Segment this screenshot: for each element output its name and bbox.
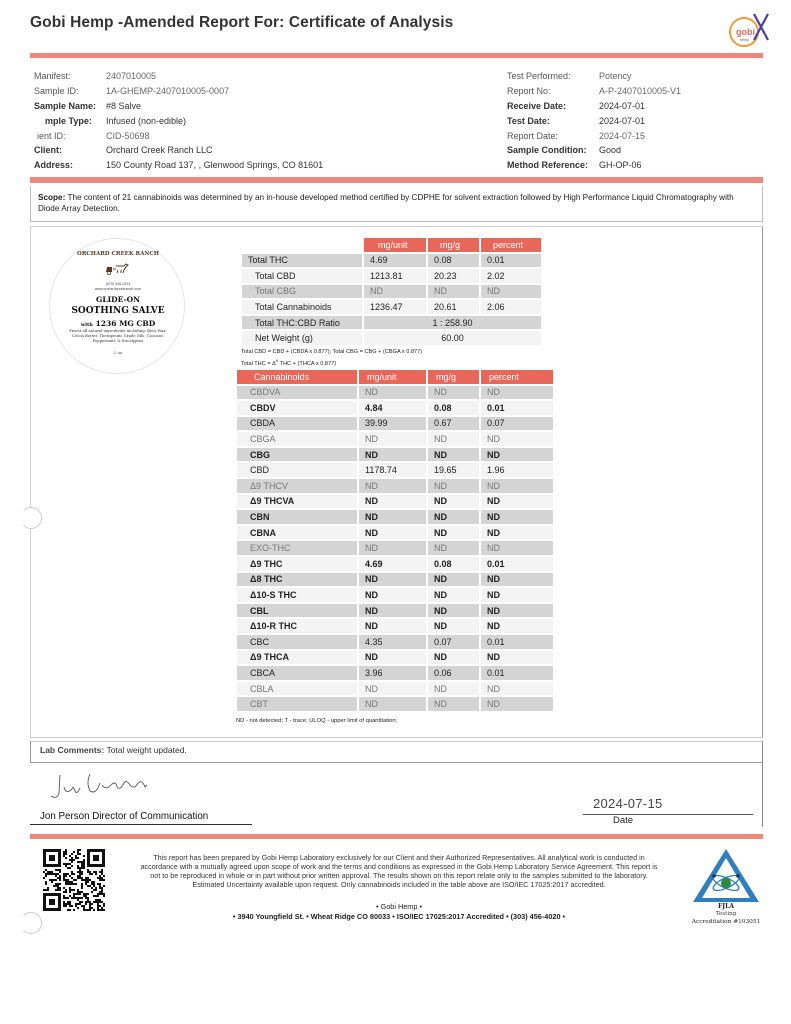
summary-mg-unit: ND (364, 285, 426, 299)
summary-header-mg-g: mg/g (428, 238, 479, 252)
cannabinoid-mg-g: ND (428, 619, 479, 633)
report-no-row (507, 84, 681, 99)
cannabinoid-mg-unit: ND (359, 432, 426, 446)
summary-percent: 0.01 (481, 254, 541, 268)
info-value: GH-OP-06 (599, 160, 642, 171)
cannabinoid-percent: ND (481, 604, 553, 618)
sample-info-left (34, 69, 323, 173)
product-line2: SOOTHING SALVE (71, 306, 165, 316)
info-value: 150 County Road 137, , Glenwood Springs, CO 81601 (106, 160, 324, 171)
cannabinoid-mg-g: ND (428, 479, 479, 493)
cannabinoid-percent: ND (481, 573, 553, 587)
table-row (237, 417, 553, 431)
address-row (34, 158, 323, 173)
product-line1: GLIDE-ON (95, 295, 141, 304)
cannabinoid-percent: 0.07 (481, 417, 553, 431)
cannabinoid-mg-unit: ND (359, 448, 426, 462)
info-label: Method Reference: (507, 160, 589, 171)
qr-code-icon (41, 847, 107, 913)
info-value: 2024-07-15 (599, 130, 646, 141)
summary-percent: 2.06 (481, 300, 541, 314)
info-value: Potency (599, 71, 632, 82)
summary-row (242, 254, 541, 268)
footer-band (30, 834, 763, 839)
info-label: Sample Condition: (507, 145, 587, 156)
cannabinoid-mg-unit: ND (359, 510, 426, 524)
info-label: Client: (34, 145, 62, 156)
disclaimer-text: This report has been prepared by Gobi Hemp Laboratory exclusively for our Client and their Authorized Representatives. All analytical work is conducted in accordance with a mutually agreed upon scope of work and the terms and conditions as expressed in the Gobi Hemp Laboratory Service Agreement. This report is not to be reproduced in whole or in part without prior written approval. The results shown on this report relate only to the samples submitted to the laboratory. Estimated Uncertainty available upon request. Only cannabinoids included in the table above are ISO/IEC 17025:2017 accredited. (140, 853, 658, 889)
cannabinoid-mg-unit: ND (359, 619, 426, 633)
horse-cart-icon (104, 261, 132, 275)
cannabinoid-mg-unit: ND (359, 479, 426, 493)
cannabinoid-name: CBD (237, 463, 357, 477)
client-id-row (34, 128, 323, 143)
product-label-image (49, 238, 185, 374)
info-value: A-P-2407010005-V1 (599, 86, 682, 97)
table-row (237, 697, 553, 711)
info-label: ient ID: (37, 130, 66, 141)
info-value: Good (599, 145, 622, 156)
gobi-hemp-logo-icon (724, 10, 770, 50)
info-label: Report No: (507, 86, 551, 97)
formula-line-2-sup: 9 (275, 358, 279, 363)
cannabinoid-mg-g: ND (428, 588, 479, 602)
cannabinoid-percent: 1.96 (481, 463, 553, 477)
table-row (237, 666, 553, 680)
info-value: CID-50698 (106, 130, 150, 141)
date-label: Date (613, 815, 634, 826)
cannabinoid-name: Δ9 THCA (237, 651, 357, 665)
net-weight-label: Net Weight (g) (242, 331, 362, 345)
info-label: Sample ID: (34, 86, 79, 97)
method-reference-row (507, 158, 681, 173)
summary-name: Total Cannabinoids (242, 300, 362, 314)
cannabinoid-percent: ND (481, 479, 553, 493)
cannabinoid-percent: ND (481, 448, 553, 462)
fjla-sub: Testing (715, 911, 737, 917)
cannabinoid-mg-g: ND (428, 495, 479, 509)
cannabinoid-name: CBNA (237, 526, 357, 540)
cannabinoid-mg-g: ND (428, 386, 479, 400)
signature-line (30, 824, 252, 825)
cannabinoid-header-name: Cannabinoids (237, 370, 357, 384)
manifest-row (34, 69, 323, 84)
table-row (237, 401, 553, 415)
product-url: www.orchardcreekranch.com (94, 287, 142, 291)
cannabinoid-mg-unit: 4.35 (359, 635, 426, 649)
cannabinoid-name: CBGA (237, 432, 357, 446)
info-label: Report Date: (507, 130, 559, 141)
date-line (583, 814, 753, 815)
cannabinoid-mg-g: 0.08 (428, 557, 479, 571)
cannabinoid-header-row (237, 370, 553, 384)
table-row (237, 588, 553, 602)
scope-band (30, 177, 763, 183)
cannabinoid-name: CBG (237, 448, 357, 462)
comments-label: Lab Comments: (40, 745, 105, 755)
info-value: 2024-07-01 (599, 115, 646, 126)
cannabinoid-name: CBLA (237, 682, 357, 696)
formula-line-2 (241, 358, 336, 367)
cannabinoid-table (235, 368, 555, 713)
report-date-row (507, 128, 681, 143)
signature-date: 2024-07-15 (593, 796, 663, 811)
comments-text: Total weight updated. (106, 745, 187, 755)
cannabinoid-percent: ND (481, 697, 553, 711)
summary-percent: 2.02 (481, 269, 541, 283)
summary-mg-unit: 1213.81 (364, 269, 426, 283)
formula-line-2-post: THC + (THCA x 0.877) (278, 360, 337, 367)
cannabinoid-name: CBDV (237, 401, 357, 415)
fjla-accreditation: Accreditation #103051 (691, 919, 761, 925)
cannabinoid-name: CBCA (237, 666, 357, 680)
cannabinoid-percent: ND (481, 495, 553, 509)
info-value: 2407010005 (106, 71, 157, 82)
sample-id-row (34, 84, 323, 99)
summary-row (242, 300, 541, 314)
cannabinoid-mg-g: 19.65 (428, 463, 479, 477)
summary-header-percent: percent (481, 238, 541, 252)
punch-hole-mark (20, 507, 42, 529)
fjla-name: FJLA (718, 903, 734, 910)
info-label: Sample Name: (34, 100, 97, 111)
cannabinoid-percent: ND (481, 526, 553, 540)
cannabinoid-header-percent: percent (481, 370, 553, 384)
info-label: Test Date: (507, 115, 550, 126)
cannabinoid-mg-unit: 4.69 (359, 557, 426, 571)
table-row (237, 619, 553, 633)
signature-icon (46, 769, 156, 809)
cannabinoid-mg-g: ND (428, 432, 479, 446)
logo-text: gobi (736, 27, 755, 37)
table-row (237, 557, 553, 571)
cannabinoid-name: CBT (237, 697, 357, 711)
summary-row (242, 285, 541, 299)
cannabinoid-mg-g: ND (428, 651, 479, 665)
net-weight-value: 60.00 (364, 331, 541, 345)
summary-row (242, 269, 541, 283)
cannabinoid-name: Δ9 THC (237, 557, 357, 571)
sample-info-right (507, 69, 681, 173)
table-row (237, 479, 553, 493)
cannabinoid-percent: 0.01 (481, 666, 553, 680)
info-label: Address: (34, 160, 74, 171)
cannabinoid-mg-g: ND (428, 682, 479, 696)
cannabinoid-header-mg-unit: mg/unit (359, 370, 426, 384)
cannabinoid-name: CBDVA (237, 386, 357, 400)
product-size: 2 oz (113, 350, 123, 355)
summary-mg-g: 20.61 (428, 300, 479, 314)
cannabinoid-mg-g: ND (428, 697, 479, 711)
cannabinoid-mg-g: 0.06 (428, 666, 479, 680)
info-value: Orchard Creek Ranch LLC (106, 145, 213, 156)
cannabinoid-mg-unit: ND (359, 541, 426, 555)
cannabinoid-name: Δ10-R THC (237, 619, 357, 633)
summary-name: Total CBD (242, 269, 362, 283)
sample-type-row (34, 113, 323, 128)
table-row (237, 510, 553, 524)
info-value: Infused (non-edible) (106, 115, 187, 126)
scope-label: Scope: (38, 193, 66, 202)
table-row (237, 604, 553, 618)
net-weight-row (242, 331, 541, 345)
table-row (237, 463, 553, 477)
cannabinoid-mg-unit: 39.99 (359, 417, 426, 431)
signer-name: Jon Person Director of Communication (40, 811, 209, 822)
summary-mg-g: 20.23 (428, 269, 479, 283)
table-row (237, 448, 553, 462)
receive-date-row (507, 99, 681, 114)
formula-line-1: Total CBD = CBD + (CBDA x 0.877); Total CBG = CBG + (CBGA x 0.877) (241, 349, 423, 355)
product-line3 (50, 319, 186, 328)
product-phone: (970) 945-2224 (105, 282, 131, 286)
summary-mg-g: ND (428, 285, 479, 299)
cannabinoid-mg-g: 0.08 (428, 401, 479, 415)
cannabinoid-percent: ND (481, 541, 553, 555)
cannabinoid-mg-unit: ND (359, 495, 426, 509)
cannabinoid-name: Δ9 THCVA (237, 495, 357, 509)
scope-description: The content of 21 cannabinoids was determined by an in-house developed method certified by CDPHE for solvent extraction followed by High Performance Liquid Chromatography with Diode Array Detection. (38, 193, 734, 213)
cannabinoid-name: CBDA (237, 417, 357, 431)
cannabinoid-percent: 0.01 (481, 401, 553, 415)
ratio-label: Total THC:CBD Ratio (242, 316, 362, 330)
summary-name: Total CBG (242, 285, 362, 299)
cannabinoid-mg-g: ND (428, 573, 479, 587)
cannabinoid-mg-unit: ND (359, 604, 426, 618)
company-name: • Gobi Hemp • (375, 902, 423, 911)
test-performed-row (507, 69, 681, 84)
cannabinoid-mg-unit: 3.96 (359, 666, 426, 680)
cannabinoid-name: Δ10-S THC (237, 588, 357, 602)
summary-header-blank (242, 238, 362, 252)
summary-mg-unit: 4.69 (364, 254, 426, 268)
formula-line-2-pre: Total THC = Δ (241, 360, 276, 367)
cannabinoid-name: Δ8 THC (237, 573, 357, 587)
info-label: Manifest: (34, 71, 71, 82)
cannabinoid-name: CBL (237, 604, 357, 618)
summary-table (240, 236, 543, 347)
table-row (237, 495, 553, 509)
cannabinoid-percent: ND (481, 510, 553, 524)
cannabinoid-mg-unit: ND (359, 573, 426, 587)
header-band (30, 53, 763, 58)
table-row (237, 386, 553, 400)
table-row (237, 432, 553, 446)
product-line3-main: 1236 MG CBD (95, 319, 156, 328)
sample-condition-row (507, 143, 681, 158)
logo-sub-text: hemp (740, 38, 749, 42)
cannabinoid-mg-unit: ND (359, 526, 426, 540)
cannabinoid-mg-unit: 4.84 (359, 401, 426, 415)
fjla-accreditation-logo-icon (690, 846, 762, 904)
table-row (237, 526, 553, 540)
table-row (237, 682, 553, 696)
summary-mg-unit: 1236.47 (364, 300, 426, 314)
summary-mg-g: 0.08 (428, 254, 479, 268)
footnote: ND - not detected; T - trace; ULOQ - upper limit of quantitation; (236, 718, 398, 724)
product-brand: ORCHARD CREEK RANCH (77, 251, 159, 257)
info-value: 2024-07-01 (599, 100, 646, 111)
cannabinoid-mg-unit: ND (359, 588, 426, 602)
cannabinoid-percent: ND (481, 432, 553, 446)
cannabinoid-mg-unit: ND (359, 386, 426, 400)
cannabinoid-percent: 0.01 (481, 635, 553, 649)
info-value: 1A-GHEMP-2407010005-0007 (106, 86, 230, 97)
cannabinoid-mg-g: 0.07 (428, 635, 479, 649)
product-line3-small: with (80, 322, 93, 328)
cannabinoid-mg-g: ND (428, 541, 479, 555)
scope-text (38, 192, 738, 214)
cannabinoid-name: CBC (237, 635, 357, 649)
cannabinoid-mg-unit: ND (359, 697, 426, 711)
ratio-value: 1 : 258.90 (364, 316, 541, 330)
summary-header-mg-unit: mg/unit (364, 238, 426, 252)
cannabinoid-percent: ND (481, 619, 553, 633)
table-row (237, 651, 553, 665)
cannabinoid-percent: 0.01 (481, 557, 553, 571)
cannabinoid-percent: ND (481, 651, 553, 665)
lab-comments (40, 745, 187, 755)
cannabinoid-mg-g: ND (428, 526, 479, 540)
cannabinoid-mg-g: 0.67 (428, 417, 479, 431)
cannabinoid-percent: ND (481, 588, 553, 602)
table-row (237, 541, 553, 555)
test-date-row (507, 113, 681, 128)
cannabinoid-mg-g: ND (428, 604, 479, 618)
sample-name-row (34, 99, 323, 114)
cannabinoid-mg-g: ND (428, 448, 479, 462)
cannabinoid-mg-unit: ND (359, 651, 426, 665)
company-address: • 3940 Youngfield St. • Wheat Ridge CO 80033 • ISO/IEC 17025:2017 Accredited • (303) 456-4020 • (232, 912, 566, 921)
cannabinoid-header-mg-g: mg/g (428, 370, 479, 384)
cannabinoid-rows (237, 386, 553, 711)
summary-name: Total THC (242, 254, 362, 268)
cannabinoid-name: CBN (237, 510, 357, 524)
table-row (237, 635, 553, 649)
info-value: #8 Salve (106, 100, 142, 111)
table-row (237, 573, 553, 587)
summary-header-row (242, 238, 541, 252)
cannabinoid-mg-unit: 1178.74 (359, 463, 426, 477)
cannabinoid-mg-unit: ND (359, 682, 426, 696)
client-row (34, 143, 323, 158)
summary-percent: ND (481, 285, 541, 299)
cannabinoid-percent: ND (481, 682, 553, 696)
product-description: Finest all natural ingredients including: Bees Wax, Cocoa Butter, Therapeutic Grade Oils: Coconut, Peppermint, & Eucalyptus (69, 328, 167, 343)
punch-hole-mark (20, 912, 42, 934)
info-label: Receive Date: (507, 100, 567, 111)
info-label: Test Performed: (507, 71, 571, 82)
signature-box-edge (760, 741, 763, 827)
cannabinoid-name: EXO-THC (237, 541, 357, 555)
report-title: Gobi Hemp -Amended Report For: Certificate of Analysis (30, 14, 454, 31)
info-label: mple Type: (45, 115, 92, 126)
ratio-row (242, 316, 541, 330)
cannabinoid-name: Δ9 THCV (237, 479, 357, 493)
cannabinoid-mg-g: ND (428, 510, 479, 524)
cannabinoid-percent: ND (481, 386, 553, 400)
